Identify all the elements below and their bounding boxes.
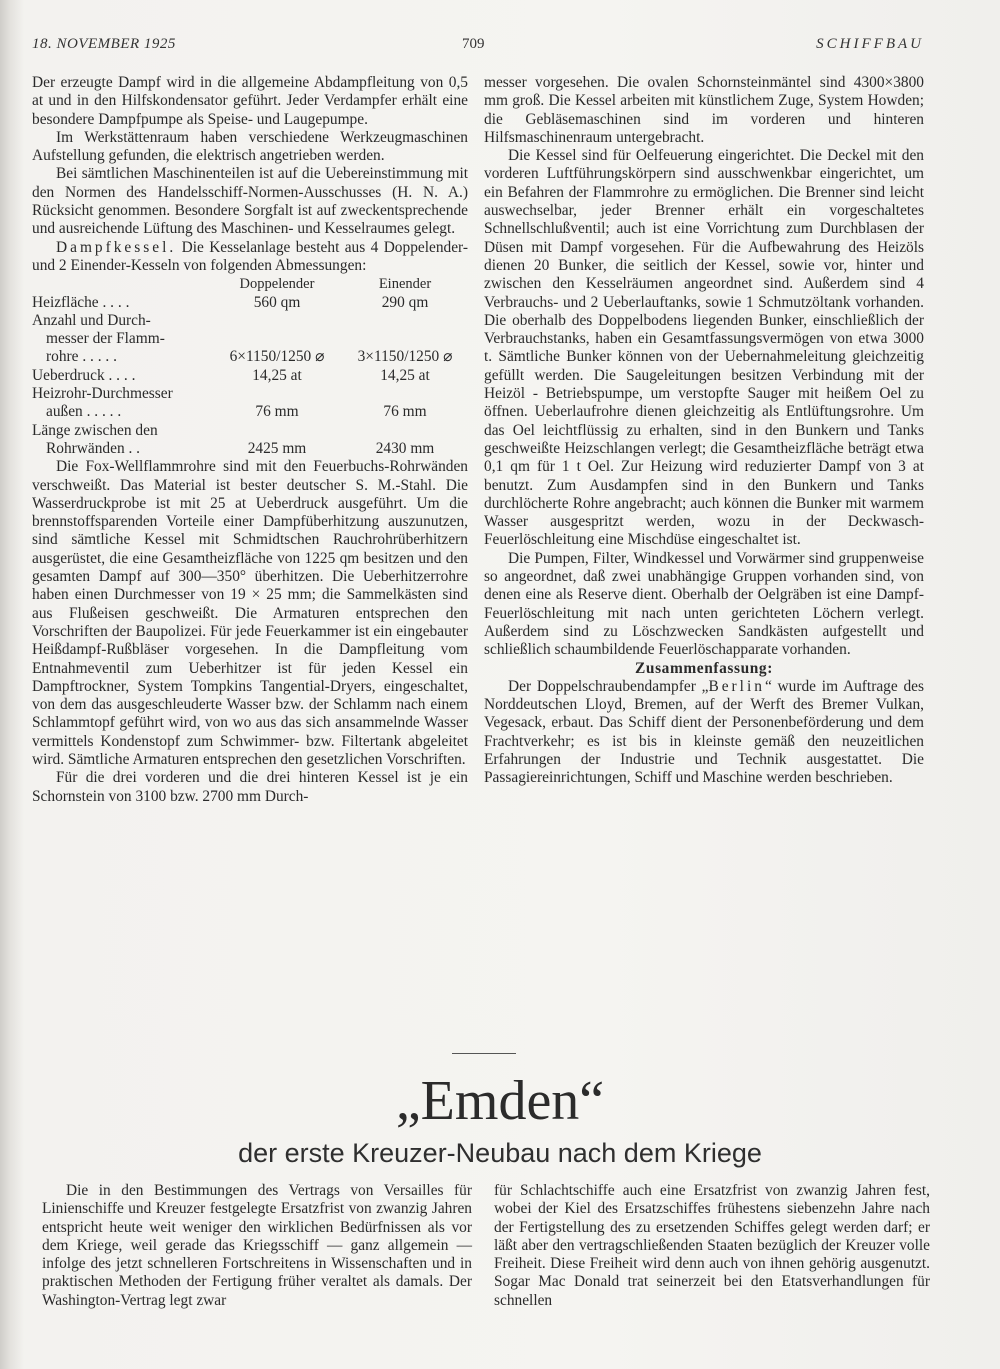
cell-einender: 76 mm [383,403,427,421]
column-header-doppelender: Doppelender [239,276,315,293]
row-label [32,385,212,422]
cell-einender: 14,25 at [380,366,430,384]
cell-doppelender: 76 mm [255,403,299,421]
text-column-left [32,74,468,806]
article-subtitle: der erste Kreuzer-Neubau nach dem Kriege [238,1138,762,1168]
table-row [32,294,468,312]
row-label-line: Rohrwänden . . [46,439,141,457]
section-heading-summary: Zusammenfassung: [635,659,773,677]
column-header-einender: Einender [378,276,432,293]
cell-doppelender: 14,25 at [252,366,302,384]
paragraph: Bei sämtlichen Maschinenteilen ist auf die Uebereinstimmung mit den Normen des Handelsschiff-Normen-Ausschusses (H. N. A.) Rücksicht genommen. Besondere Sorgfalt ist auf zweckentsprechende und ausreichende Lüftung des Maschinen- und Kesselraumes gelegt. [32,165,468,238]
boiler-spec-table [32,275,468,458]
paragraph: Für die drei vorderen und die drei hinteren Kessel ist je ein Schornstein von 3100 bzw. 2700 mm Durch- [32,769,468,805]
row-label-line: messer der Flamm- [46,330,165,348]
row-label [32,422,212,459]
paragraph: Die Pumpen, Filter, Windkessel und Vorwärmer sind gruppenweise so angeordnet, daß zwei unabhängige Gruppen vorhanden sind, von denen eine als Reserve dient. Oberhalb der Oelgräben ist eine Dampf-Feuerlöschleitung mit nach unten gerichteten Löchern verlegt. Außerdem sind zu Löschzwecken Sandkästen aufgestellt und schließlich schaumbildende Feuerlöschapparate vorhanden. [484,549,924,659]
paragraph: Im Werkstättenraum haben verschiedene Werkzeugmaschinen Aufstellung gefunden, die elektrisch angetrieben werden. [32,128,468,165]
paragraph: messer vorgesehen. Die ovalen Schornsteinmäntel sind 4300×3800 mm groß. Die Kessel arbeiten mit künstlichem Zuge, System Howden; die Gebläsemaschinen sind im vorderen und hinteren Hilfsmaschinenraum untergebracht. [484,74,924,146]
row-label-line: Anzahl und Durch- [32,311,151,329]
text-column-right [484,74,924,788]
paragraph-text: “ wurde im Auftrage des Norddeutschen Lloyd, Bremen, auf der Werft des Bremer Vulkan, Vegesack, erbaut. Das Schiff dient der Personenbeförderung und dem Frachtverkehr; es ist bis in kleinste gemäß den neuzeitlichen Erfahrungen der Industrie und Technik ausgestattet. Die Passagiereinrichtungen, Schiff und Maschine werden beschrieben. [484,677,924,787]
row-label-line: rohre . . . . . [46,348,117,366]
cell-einender: 3×1150/1250 ⌀ [357,348,453,366]
header-page-number: 709 [462,36,485,52]
table-row [32,385,468,422]
paragraph-dampfkessel [32,239,468,276]
paragraph: Der erzeugte Dampf wird in die allgemeine Abdampfleitung von 0,5 at und in den Hilfskondensator geführt. Jeder Verdampfer erhält eine besondere Dampfpumpe als Speise- und Laugepumpe. [32,74,468,128]
article-column-left [42,1182,472,1310]
row-label: Heizfläche . . . . [32,293,130,311]
table-row [32,367,468,385]
article-column-right [494,1182,930,1310]
paragraph-text: Der Doppelschraubendampfer „ [508,677,709,695]
paragraph-text: Die Kesselanlage besteht aus 4 Doppelender- und 2 Einender-Kesseln von folgenden Abmessungen: [32,238,468,274]
running-header [32,36,924,60]
section-run-in-heading: Dampfkessel. [56,238,177,256]
row-label-line: außen . . . . . [46,403,122,421]
cell-einender: 290 qm [381,293,429,311]
paragraph-summary [484,678,924,788]
table-row [32,312,468,367]
row-label: Ueberdruck . . . . [32,366,136,384]
cell-doppelender: 6×1150/1250 ⌀ [229,348,325,366]
cell-doppelender: 2425 mm [247,439,307,457]
cell-doppelender: 560 qm [253,293,301,311]
row-label-line: Länge zwischen den [32,421,158,439]
header-journal-name: SCHIFFBAU [816,36,924,52]
table-header-row [32,275,468,293]
paragraph: Die Kessel sind für Oelfeuerung eingerichtet. Die Deckel mit den vorderen Luftführungskörpern sind ausschwenkbar eingerichtet, um ein Befahren der Flammrohre zu ermöglichen. Die Brenner sind leicht auswechselbar, jeder Brenner erhält ein vorgeschaltetes Schnellschlußventil; auch ist eine Vorrichtung zum Durchblasen der Düsen mit Dampf vorgesehen. Für die Aufbewahrung des Heizöls dienen 20 Bunker, die seitlich der Kessel, sowie vor, hinter und zwischen den Kesselräumen angeordnet sind. Außerdem sind 4 Verbrauchs- und 2 Ueberlauftanks, sowie 1 Schmutzöltank vorhanden. Die oberhalb des Doppelbodens liegenden Bunker, einschließlich der Verbrauchstanks, haben ein Gesamtfassungsvermögen von etwa 3000 t. Sämtliche Bunker können von der Uebernahmeleitung gleichzeitig gefüllt werden. Die Saugeleitungen besitzen Verbindung mit der Heizöl - Betriebspumpe, um verstopfte Sauger mit heißem Oel zu öffnen. Ueberlaufrohre dienen gleichzeitig als Entlüftungsrohre. Um das Oel leichtflüssig zu erhalten, sind in den Bunkern und Tanks geschweißte Heizschlangen verlegt; die Gesamtheizfläche beträgt etwa 0,1 qm für 1 t Oel. Zur Heizung wird reduzierter Dampf von 3 at benutzt. Zum Ausdampfen sind in den Bunkern und Tanks durchlöcherte Rohre angebracht; auch können die Bunker mit warmem Wasser ausgespritzt werden, wozu in der Deckwasch-Feuerlöschleitung eine Mischdüse eingeschaltet ist. [484,147,924,549]
paragraph: für Schlachtschiffe auch eine Ersatzfrist von zwanzig Jahren fest, wobei der Kiel des Ersatzschiffes frühestens siebenzehn Jahre nach der Fertigstellung des zu ersetzenden Schiffes gelegt werden darf; er läßt aber den vertragschließenden Staaten bezüglich der Kreuzer volle Freiheit. Diese Freiheit wird denn auch von ihnen gehörig ausgenutzt. Sogar Mac Donald trat seinerzeit bei den Etatsverhandlungen für schnellen [494,1182,930,1309]
ship-name: Berlin [708,677,765,695]
paragraph: Die Fox-Wellflammrohre sind mit den Feuerbuchs-Rohrwänden verschweißt. Das Material ist bester deutscher S. M.-Stahl. Die Wasserdruckprobe ist mit 25 at Ueberdruck ausgeführt. Um die brennstoffsparenden Vorteile einer Dampfüberhitzung auszunutzen, sind sämtliche Kessel mit Schmidtschen Rauchrohrüberhitzern ausgerüstet, die eine Gesamtheizfläche von 1225 qm besitzen und den gesamten Dampf auf 300—350° überhitzen. Die Ueberhitzerrohre haben einen Durchmesser von 19 × 25 mm; die Sammelkästen sind aus Flußeisen geschweißt. Die Armaturen entsprechen den Vorschriften der Baupolizei. Für jede Feuerkammer ist ein eingebauter Heißdampf-Rußbläser vorgesehen. In die Dampfleitung vom Entnahmeventil zum Ueberhitzer ist für jeden Kessel ein Dampftrockner, System Tompkins Tangential-Dryers, eingeschaltet, von dem das ausgeschleuderte Wasser bzw. der Schlamm nach einem Schlammtopf geführt wird, von wo aus das sich ansammelnde Wasser vermittels Kondenstopf zum Schwimmer- bzw. Filtertank abgeleitet wird. Sämtliche Armaturen entsprechen den gesetzlichen Vorschriften. [32,458,468,768]
article-title: „Emden“ [395,1070,605,1132]
paragraph: Die in den Bestimmungen des Vertrags von Versailles für Linienschiffe und Kreuzer festgelegte Ersatzfrist von zwanzig Jahren entspricht heute weit weniger den wirklichen Bedürfnissen als vor dem Kriege, weil gerade das Kriegsschiff — ganz allgemein — infolge des jetzt schnelleren Fortschreitens in Wissenschaften und in praktischen Methoden der Fertigung früher veraltet als damals. Der Washington-Vertrag legt zwar [42,1182,472,1309]
row-label-line: Heizrohr-Durchmesser [32,385,173,403]
cell-einender: 2430 mm [375,439,435,457]
section-divider [452,1053,516,1054]
table-row [32,422,468,459]
row-label [32,312,212,367]
header-date: 18. NOVEMBER 1925 [32,36,176,52]
